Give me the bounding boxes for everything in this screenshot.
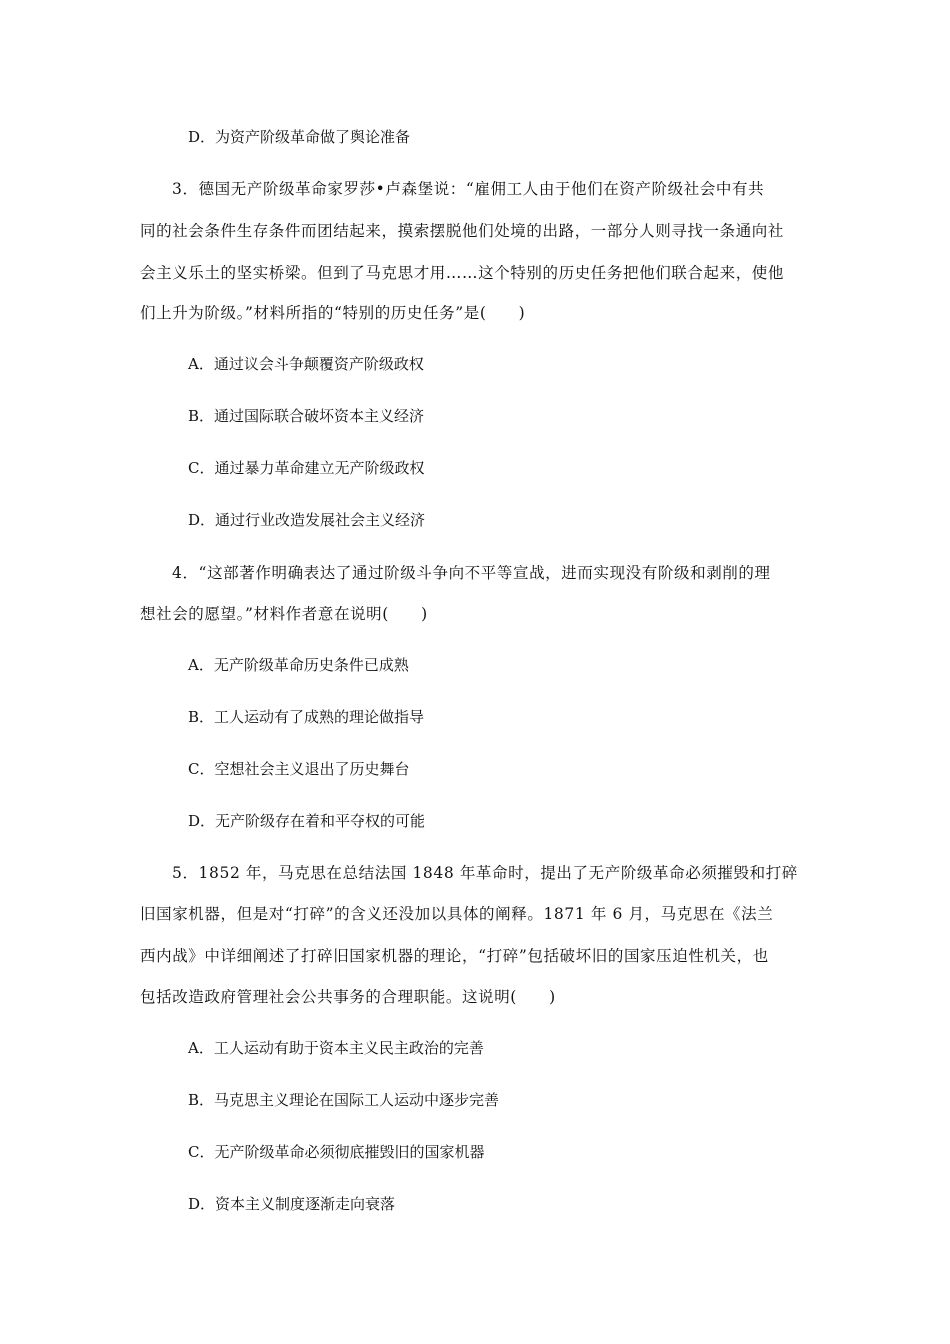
q3-stem-line-4: 们上升为阶级。”材料所指的“特别的历史任务”是( ) <box>140 304 526 322</box>
q5-option-b: B．马克思主义理论在国际工人运动中逐步完善 <box>188 1091 500 1109</box>
q3-option-b: B．通过国际联合破坏资本主义经济 <box>188 407 425 425</box>
q4-stem-line-2: 想社会的愿望。”材料作者意在说明( ) <box>140 605 428 623</box>
q3-stem-line-2: 同的社会条件生存条件而团结起来，摸索摆脱他们处境的出路，一部分人则寻找一条通向社 <box>140 222 785 240</box>
q5-stem-line-3: 西内战》中详细阐述了打碎旧国家机器的理论，“打碎”包括破坏旧的国家压迫性机关，也 <box>140 947 769 965</box>
q2-option-d: D．为资产阶级革命做了舆论准备 <box>188 128 411 146</box>
q5-stem-line-1: 5．1852 年，马克思在总结法国 1848 年革命时，提出了无产阶级革命必须摧毁和打碎 <box>172 864 798 882</box>
q4-option-b: B．工人运动有了成熟的理论做指导 <box>188 708 425 726</box>
q3-option-c: C．通过暴力革命建立无产阶级政权 <box>188 459 425 477</box>
q3-stem-line-1: 3．德国无产阶级革命家罗莎•卢森堡说：“雇佣工人由于他们在资产阶级社会中有共 <box>172 180 765 198</box>
q5-option-c: C．无产阶级革命必须彻底摧毁旧的国家机器 <box>188 1143 485 1161</box>
q5-option-d: D．资本主义制度逐渐走向衰落 <box>188 1195 396 1213</box>
q4-option-c: C．空想社会主义退出了历史舞台 <box>188 760 410 778</box>
q3-option-d: D．通过行业改造发展社会主义经济 <box>188 511 426 529</box>
q3-stem-line-3: 会主义乐土的坚实桥梁。但到了马克思才用……这个特别的历史任务把他们联合起来，使他 <box>140 264 785 282</box>
q5-stem-line-2: 旧国家机器，但是对“打碎”的含义还没加以具体的阐释。1871 年 6 月，马克思在《法兰 <box>140 905 774 923</box>
q4-stem-line-1: 4．“这部著作明确表达了通过阶级斗争向不平等宣战，进而实现没有阶级和剥削的理 <box>172 564 771 582</box>
q4-option-a: A．无产阶级革命历史条件已成熟 <box>188 656 409 674</box>
q5-option-a: A．工人运动有助于资本主义民主政治的完善 <box>188 1039 484 1057</box>
q5-stem-line-4: 包括改造政府管理社会公共事务的合理职能。这说明( ) <box>140 988 556 1006</box>
q4-option-d: D．无产阶级存在着和平夺权的可能 <box>188 812 426 830</box>
q3-option-a: A．通过议会斗争颠覆资产阶级政权 <box>188 355 424 373</box>
